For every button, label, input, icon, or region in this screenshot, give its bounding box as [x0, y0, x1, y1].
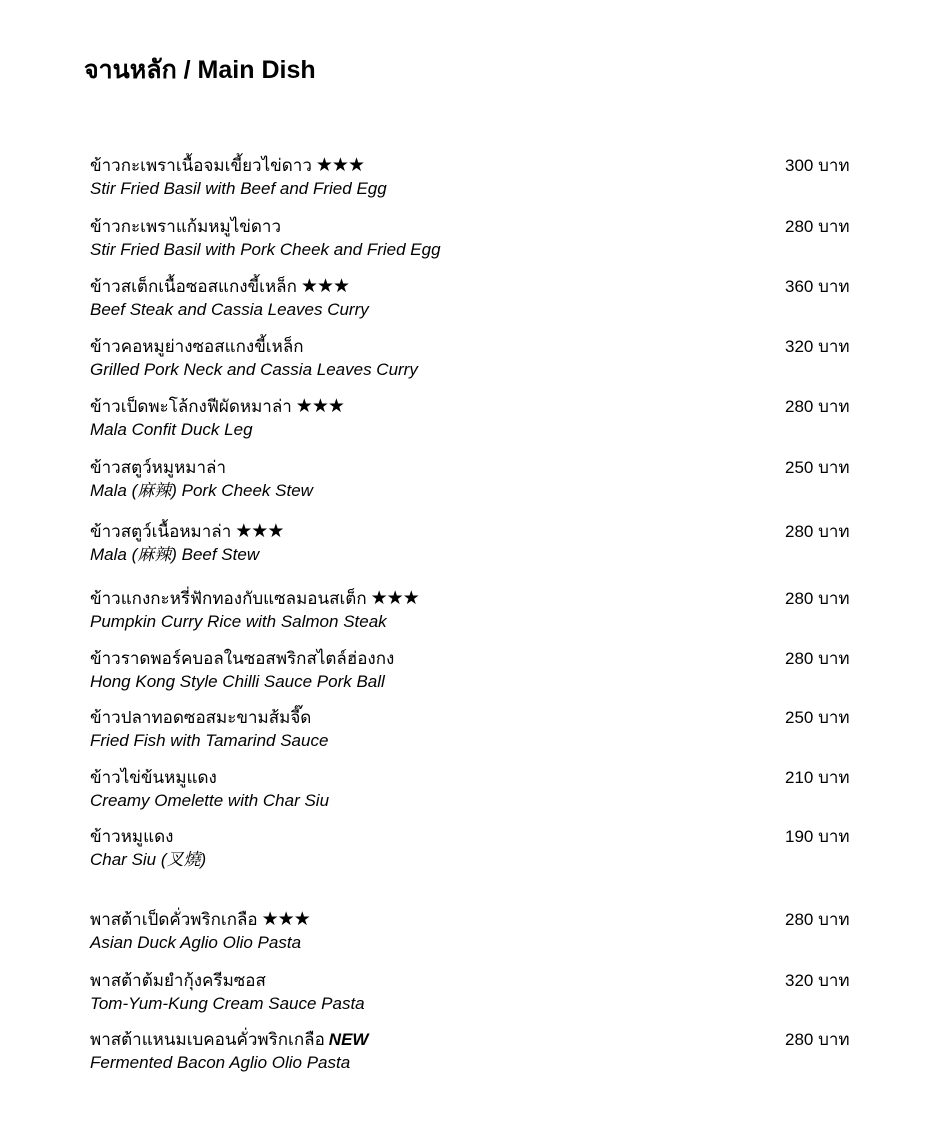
- dish-price: 280 บาท: [785, 649, 850, 668]
- dish-name-thai-text: ข้าวกะเพราเนื้อจมเขี้ยวไข่ดาว: [90, 156, 312, 175]
- dish-name-thai-text: ข้าวสเต็กเนื้อซอสแกงขี้เหล็ก: [90, 277, 297, 296]
- dish-name-thai-text: ข้าวราดพอร์คบอลในซอสพริกสไตล์ฮ่องกง: [90, 649, 395, 668]
- dish-name-thai: [90, 767, 217, 789]
- dish-name-english: Beef Steak and Cassia Leaves Curry: [90, 300, 369, 319]
- dish-name-thai: [90, 826, 173, 848]
- spicy-rating-stars: ★★★: [315, 155, 364, 176]
- dish-price: 280 บาท: [785, 1030, 850, 1049]
- dish-name-thai-text: ข้าวสตูว์เนื้อหมาล่า: [90, 522, 232, 541]
- menu-item: [90, 767, 870, 817]
- menu-item: [90, 336, 870, 386]
- dish-name-thai: [90, 155, 364, 177]
- menu-item: [90, 909, 870, 959]
- dish-price: 250 บาท: [785, 458, 850, 477]
- menu-item: [90, 707, 870, 757]
- dish-name-thai: [90, 970, 266, 992]
- dish-price: 280 บาท: [785, 589, 850, 608]
- dish-name-thai: [90, 336, 304, 358]
- dish-name-thai-text: ข้าวกะเพราแก้มหมูไข่ดาว: [90, 217, 282, 236]
- dish-name-english: Char Siu (叉燒): [90, 850, 207, 869]
- spicy-rating-stars: ★★★: [235, 521, 284, 542]
- dish-price: 280 บาท: [785, 522, 850, 541]
- dish-name-thai-text: ข้าวหมูแดง: [90, 827, 174, 846]
- dish-name-english: Grilled Pork Neck and Cassia Leaves Curry: [90, 360, 418, 379]
- menu-item: [90, 396, 870, 446]
- menu-item: [90, 826, 870, 876]
- dish-name-thai: [90, 909, 310, 931]
- dish-name-thai-text: ข้าวปลาทอดซอสมะขามส้มจี๊ด: [90, 708, 312, 727]
- dish-price: 320 บาท: [785, 337, 850, 356]
- menu-item: [90, 588, 870, 638]
- dish-name-thai-text: ข้าวแกงกะหรี่ฟักทองกับแซลมอนสเต็ก: [90, 589, 367, 608]
- menu-item: [90, 521, 870, 571]
- dish-name-thai-text: พาสต้าต้มยำกุ้งครีมซอส: [90, 971, 266, 990]
- dish-price: 280 บาท: [785, 910, 850, 929]
- dish-name-thai: [90, 521, 283, 543]
- menu-item: [90, 216, 870, 266]
- dish-name-english: Creamy Omelette with Char Siu: [90, 791, 330, 810]
- dish-price: 280 บาท: [785, 217, 850, 236]
- dish-name-english: Stir Fried Basil with Pork Cheek and Fried Egg: [90, 240, 441, 259]
- dish-name-english: Tom-Yum-Kung Cream Sauce Pasta: [90, 994, 365, 1013]
- dish-name-english: Pumpkin Curry Rice with Salmon Steak: [90, 612, 387, 631]
- menu-item: [90, 970, 870, 1020]
- menu-item: [90, 1029, 870, 1079]
- dish-price: 250 บาท: [785, 708, 850, 727]
- dish-name-english: Asian Duck Aglio Olio Pasta: [90, 933, 302, 952]
- dish-name-english: Mala (麻辣) Beef Stew: [90, 545, 260, 564]
- dish-name-english: Fermented Bacon Aglio Olio Pasta: [90, 1053, 351, 1072]
- dish-name-thai-text: พาสต้าเป็ดคั่วพริกเกลือ: [90, 910, 258, 929]
- dish-price: 190 บาท: [785, 827, 850, 846]
- menu-item: [90, 276, 870, 326]
- dish-price: 280 บาท: [785, 397, 850, 416]
- dish-name-english: Fried Fish with Tamarind Sauce: [90, 731, 329, 750]
- dish-name-thai-text: พาสต้าแหนมเบคอนคั่วพริกเกลือ: [90, 1030, 325, 1049]
- dish-name-thai-text: ข้าวเป็ดพะโล้กงฟีผัดหมาล่า: [90, 397, 292, 416]
- dish-price: 300 บาท: [785, 156, 850, 175]
- menu-item: [90, 457, 870, 507]
- menu-item: [90, 648, 870, 698]
- dish-name-thai: [90, 457, 226, 479]
- page-title: จานหลัก / Main Dish: [84, 56, 316, 84]
- dish-name-thai-text: ข้าวไข่ข้นหมูแดง: [90, 768, 217, 787]
- dish-name-thai: [90, 648, 394, 670]
- dish-name-thai: [90, 588, 419, 610]
- dish-name-english: Stir Fried Basil with Beef and Fried Egg: [90, 179, 387, 198]
- dish-name-thai: [90, 216, 281, 238]
- dish-name-thai: [90, 707, 311, 729]
- spicy-rating-stars: ★★★: [370, 588, 419, 609]
- spicy-rating-stars: ★★★: [295, 396, 344, 417]
- dish-name-thai-text: ข้าวคอหมูย่างซอสแกงขี้เหล็ก: [90, 337, 304, 356]
- dish-name-thai-text: ข้าวสตูว์หมูหมาล่า: [90, 458, 227, 477]
- dish-price: 210 บาท: [785, 768, 850, 787]
- dish-name-thai: [90, 396, 344, 418]
- dish-name-thai: [90, 276, 349, 298]
- spicy-rating-stars: ★★★: [300, 276, 350, 297]
- dish-price: 360 บาท: [785, 277, 850, 296]
- dish-name-english: Mala (麻辣) Pork Cheek Stew: [90, 481, 313, 500]
- dish-name-thai: [90, 1029, 368, 1051]
- spicy-rating-stars: ★★★: [261, 909, 310, 930]
- dish-name-english: Mala Confit Duck Leg: [90, 420, 253, 439]
- dish-name-english: Hong Kong Style Chilli Sauce Pork Ball: [90, 672, 385, 691]
- menu-item: [90, 155, 870, 205]
- dish-price: 320 บาท: [785, 971, 850, 990]
- new-badge: NEW: [328, 1030, 369, 1049]
